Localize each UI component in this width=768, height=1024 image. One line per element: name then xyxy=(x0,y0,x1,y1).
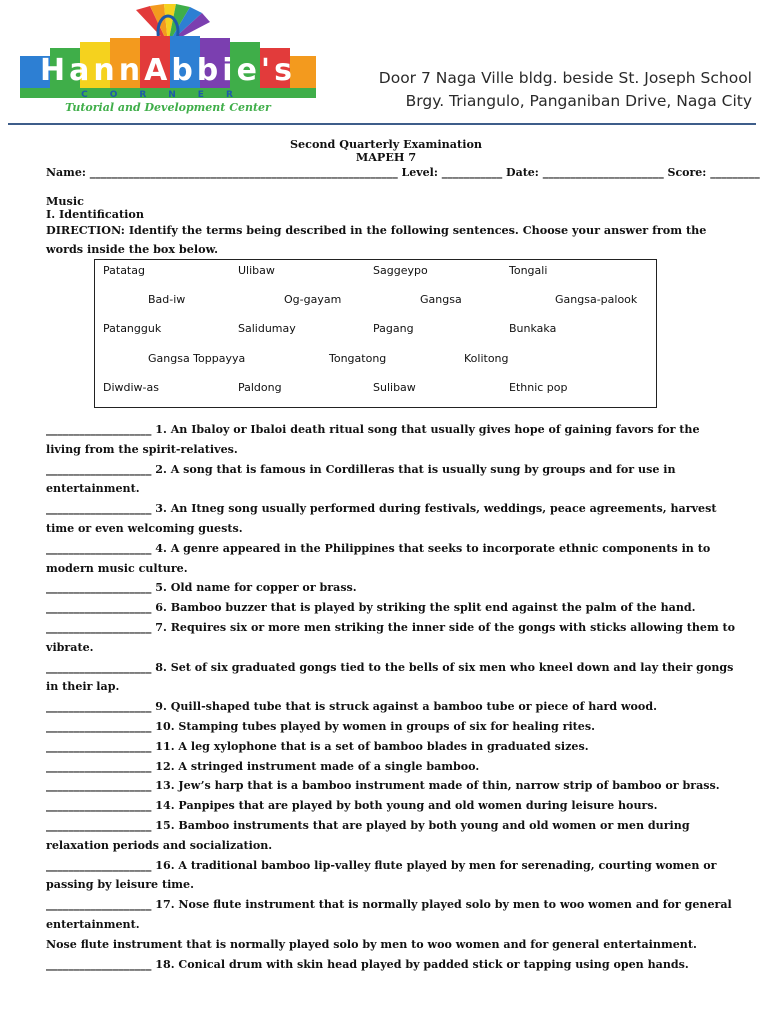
question-item: ___________________ 17. Nose flute instrument that is normally played solo by men to woo women and for general entertainment. xyxy=(46,898,732,931)
word-bank-item: Gangsa Toppayya xyxy=(148,352,246,365)
exam-header xyxy=(46,137,760,260)
word-bank-item: Patatag xyxy=(103,264,145,277)
word-bank-item: Saggeypo xyxy=(373,264,428,277)
exam-title: Second Quarterly Examination xyxy=(289,137,483,151)
question-item: ___________________ 3. An Itneg song usually performed during festivals, weddings, peace agreements, harvest time or even welcoming guests. xyxy=(46,502,717,535)
word-bank-item: Paldong xyxy=(238,381,282,394)
question-item: ___________________ 1. An Ibaloy or Ibaloi death ritual song that usually gives hope of gaining favors for the living from the spirit-relatives. xyxy=(46,423,700,456)
question-item: ___________________ 2. A song that is famous in Cordilleras that is usually sung by groups and for use in entertainment. xyxy=(46,462,676,496)
question-item: ___________________ 4. A genre appeared in the Philippines that seeks to incorporate ethnic components in to modern music culture. xyxy=(46,541,711,575)
question-item: ___________________ 18. Conical drum with skin head played by padded stick or tapping using open hands. xyxy=(46,957,689,971)
question-item: ___________________ 12. A stringed instrument made of a single bamboo. xyxy=(46,759,480,773)
section-title: Music xyxy=(46,193,84,208)
question-item: ___________________ 14. Panpipes that are played by both young and old women during leisure hours. xyxy=(46,799,658,813)
word-bank-item: Ethnic pop xyxy=(509,381,568,394)
word-bank-item: Ulibaw xyxy=(238,264,275,277)
direction-text: DIRECTION: Identify the terms being described in the following sentences. Choose your answer from the words inside the box below. xyxy=(46,222,707,256)
svg-text:CORNER: CORNER xyxy=(81,90,255,100)
hannabbies-logo xyxy=(18,4,318,116)
word-bank-item: Diwdiw-as xyxy=(103,381,159,394)
question-item: ___________________ 9. Quill-shaped tube that is struck against a bamboo tube or piece of hard wood. xyxy=(46,700,657,714)
address-line-2: Brgy. Triangulo, Panganiban Drive, Naga City xyxy=(405,92,752,110)
word-bank-item: Kolitong xyxy=(464,352,509,365)
question-item: ___________________ 6. Bamboo buzzer that is played by striking the split end against the palm of the hand. xyxy=(46,601,696,615)
svg-text:HannAbbie's: HannAbbie's xyxy=(40,53,296,88)
word-bank-item: Bunkaka xyxy=(509,322,557,335)
word-bank-item: Patangguk xyxy=(103,322,162,335)
word-bank-item: Og-gayam xyxy=(284,293,342,306)
word-bank-item: Gangsa-palook xyxy=(555,293,638,306)
word-bank-item: Tongali xyxy=(509,264,548,277)
word-bank-item: Gangsa xyxy=(420,293,462,306)
question-item: ___________________ 8. Set of six graduated gongs tied to the bells of six men who kneel down and lay their gongs in their lap. xyxy=(46,660,734,694)
question-item: ___________________ 11. A leg xylophone that is a set of bamboo blades in graduated sizes. xyxy=(46,739,589,753)
exam-subject: MAPEH 7 xyxy=(355,150,417,164)
question-item: ___________________ 16. A traditional bamboo lip-valley flute played by men for serenading, courting women or passing by leisure time. xyxy=(46,858,717,892)
question-item: ___________________ 5. Old name for copper or brass. xyxy=(46,581,357,595)
word-bank-item: Salidumay xyxy=(238,322,296,335)
word-bank-box xyxy=(94,259,657,408)
word-bank-item: Tongatong xyxy=(329,352,387,365)
letterhead xyxy=(0,0,768,126)
address-line-1: Door 7 Naga Ville bldg. beside St. Joseph School xyxy=(378,69,752,87)
header-divider xyxy=(8,123,756,125)
word-bank-item: Sulibaw xyxy=(373,381,416,394)
part-title: I. Identification xyxy=(46,207,144,221)
svg-text:Tutorial and Development Cente: Tutorial and Development Center xyxy=(65,101,271,114)
question-item: ___________________ 13. Jew’s harp that is a bamboo instrument made of thin, narrow strip of bamboo or brass. xyxy=(46,779,720,793)
question-list xyxy=(46,420,736,974)
question-item: ___________________ 7. Requires six or more men striking the inner side of the gongs with sticks allowing them to vibrate. xyxy=(46,620,736,654)
question-item: ___________________ 10. Stamping tubes played by women in groups of six for healing rites. xyxy=(46,719,595,733)
word-bank-item: Pagang xyxy=(373,322,414,335)
question-item: Nose flute instrument that is normally played solo by men to woo women and for general entertainment. xyxy=(46,937,697,951)
question-item: ___________________ 15. Bamboo instruments that are played by both young and old women or men during relaxation periods and socialization. xyxy=(46,818,690,852)
word-bank-item: Bad-iw xyxy=(148,293,186,306)
student-info-line: Name: ________________________________________________________ Level: ___________ Date: ______________________ Score: _________ xyxy=(46,166,760,179)
